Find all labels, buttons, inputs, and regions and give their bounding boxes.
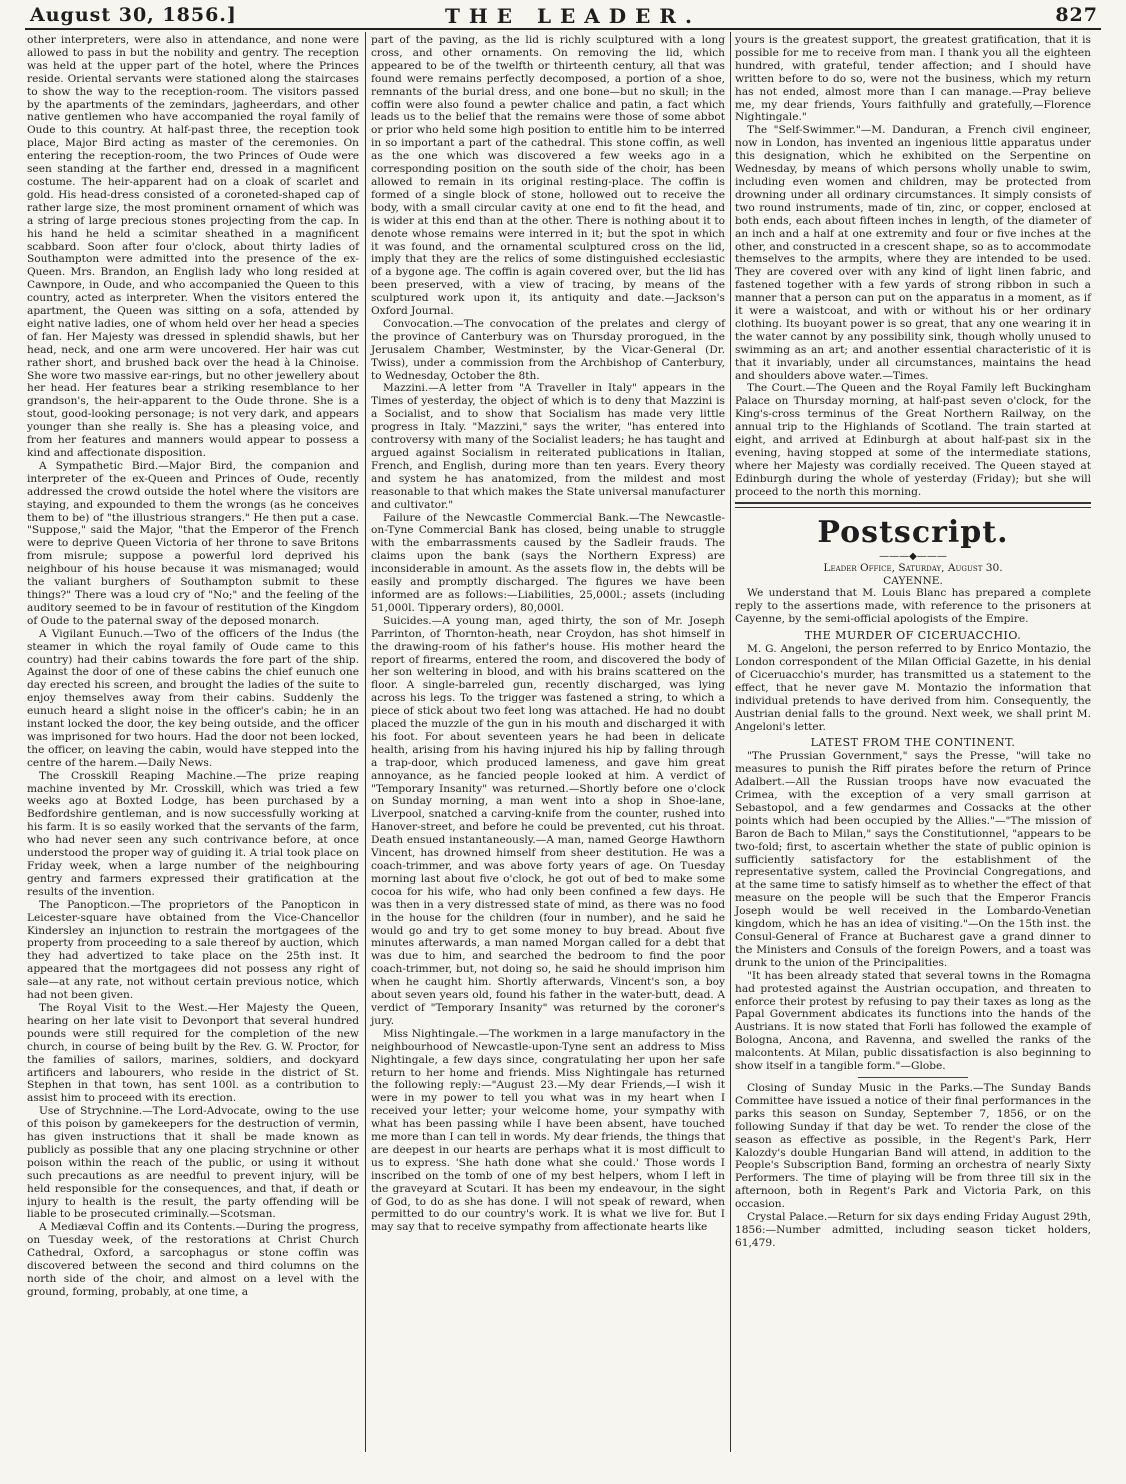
postscript-title: Postscript. — [817, 514, 1009, 550]
section-rule — [735, 502, 1091, 508]
column-2 — [371, 34, 725, 1234]
article-paragraph: The Crosskill Reaping Machine.—The prize reaping machine invented by Mr. Crosskill, which was tried a few weeks ago at Boxted Lodge, has been purchased by a Bedfordshire gentleman, and is now successfully working at his farm. It is so easily worked that the servants of the farm, who had never seen any such contrivance before, at once understood the proper way of guiding it. A trial took place on Friday week, when a large number of the neighbouring gentry and farmers expressed their gratification at the results of the invention. — [27, 769, 359, 898]
header-rule — [25, 28, 1101, 30]
column-divider — [365, 32, 366, 1452]
article-paragraph: The Royal Visit to the West.—Her Majesty the Queen, hearing on her late visit to Devonport that several hundred pounds were still required for the completion of the new church, in course of being built by the Rev. G. W. Proctor, for the families of sailors, marines, soldiers, and dockyard artificers and labourers, who reside in the district of St. Stephen in that town, has sent 100l. as a contribution to assist him to proceed with its erection. — [27, 1001, 359, 1105]
cayenne-paragraph: We understand that M. Louis Blanc has prepared a complete reply to the assertions made, with reference to the prisoners at Cayenne, by the semi-official apologists of the Empire. — [735, 587, 1091, 626]
article-paragraph: Suicides.—A young man, aged thirty, the son of Mr. Joseph Parrinton, of Thornton-heath, near Croydon, has shot himself in the drawing-room of his father's house. His mother heard the report of firearms, entered the room, and discovered the body of her son weltering in blood, and with his brains scattered on the floor. A single-barreled gun, recently discharged, was lying across his legs. To the trigger was fastened a string, to which a piece of stick about two feet long was attached. He had no doubt placed the muzzle of the gun in his mouth and discharged it with his foot. For about seventeen years he had been in delicate health, arising from his having injured his hip by falling through a trap-door, which produced lameness, and gave him great annoyance, as he fancied people looked at him. A verdict of "Temporary Insanity" was returned.—Shortly before one o'clock on Sunday morning, a man went into a shop in Shoe-lane, Liverpool, snatched a carving-knife from the counter, rushed into Hanover-street, and before he could be prevented, cut his throat. Death ensued instantaneously.—A man, named George Hawthorn Vincent, has drowned himself from sheer destitution. He was a coach-trimmer, and was above forty years of age. On Tuesday morning last about five o'clock, he got out of bed to make some cocoa for his wife, who had only been confined a few days. He was then in a very distressed state of mind, as there was no food in the house for the children (four in number), and he said he would go and try to get some money to buy bread. About five minutes afterwards, a man named Morgan called for a debt that was due to him, and searched the bedroom to find the poor coach-trimmer, but, not doing so, he said he should imprison him when he caught him. Shortly afterwards, Vincent's son, a boy about seven years old, found his father in the water-butt, dead. A verdict of "Temporary Insanity" was returned by the coroner's jury. — [371, 614, 725, 1027]
continent-paragraph: "The Prussian Government," says the Presse, "will take no measures to punish the Riff pirates before the return of Prince Adalbert.—All the Russian troops have now evacuated the Crimea, with the exception of a very small garrison at Sebastopol, and a few gendarmes and Cossacks at the other points which had been occupied by the Allies."—"The mission of Baron de Bach to Milan," says the Constitutionnel, "appears to be two-fold; first, to ascertain whether the state of public opinion is sufficiently satisfactory for the establishment of the representative system, called the Provincial Congregations, and at the same time to satisfy himself as to whether the effect of that measure on the people will be such that the Emperor Francis Joseph would be well received in the Lombardo-Venetian kingdom, which he has an idea of visiting."—On the 15th inst. the Consul-General of France at Bucharest gave a grand dinner to the Ministers and Consuls of the foreign Powers, and a toast was drunk to the union of the Principalities. — [735, 750, 1091, 969]
article-paragraph: yours is the greatest support, the greatest gratification, that it is possible for me to receive from man. I thank you all the eighteen hundred, with grateful, tender affection; and I should have written before to do so, were not the business, which my return has not ended, almost more than I can manage.—Pray believe me, my dear friends, Yours faithfully and gratefully,—Florence Nightingale." — [735, 34, 1091, 124]
continent-heading: LATEST FROM THE CONTINENT. — [810, 736, 1016, 750]
column-divider — [730, 32, 731, 1452]
short-rule — [858, 1077, 968, 1078]
music-paragraph: Closing of Sunday Music in the Parks.—The Sunday Bands Committee have issued a notice of their final performances in the parks this season on Sunday, September 7, 1856, or on the following Sunday if that day be wet. To render the close of the season as effective as possible, in the Regent's Park, Herr Kalozdy's double Hungarian Band will attend, in addition to the People's Subscription Band, forming an orchestra of nearly Sixty Performers. The time of playing will be from three till six in the afternoon, both in Regent's Park and Victoria Park, on this occasion. — [735, 1081, 1091, 1211]
issue-date: August 30, 1856.] — [30, 4, 237, 26]
article-paragraph: The Panopticon.—The proprietors of the Panopticon in Leicester-square have obtained from the Vice-Chancellor Kindersley an injunction to restrain the mortgagees of the property from proceeding to a sale thereof by auction, which they had advertized to take place on the 25th inst. It appeared that the mortgagees did not possess any right of sale—at any rate, not without certain previous notice, which had not been given. — [27, 898, 359, 1002]
article-paragraph: Mazzini.—A letter from "A Traveller in Italy" appears in the Times of yesterday, the object of which is to deny that Mazzini is a Socialist, and to show that Socialism has made very little progress in Italy. "Mazzini," says the writer, "has entered into controversy with many of the Socialist leaders; he has taught and argued against Socialism in reiterated publications in Italian, French, and English, during more than ten years. Every theory and system he has anatomized, from the mildest and most reasonable to that which makes the State universal manufacturer and cultivator." — [371, 382, 725, 511]
article-paragraph: Miss Nightingale.—The workmen in a large manufactory in the neighbourhood of Newcastle-upon-Tyne sent an address to Miss Nightingale, a few days since, congratulating her upon her safe return to her home and friends. Miss Nightingale has returned the following reply:—"August 23.—My dear Friends,—I wish it were in my power to tell you what was in my heart when I received your letter; your welcome home, your sympathy with what has been passing while I have been absent, have touched me more than I can tell in words. My dear friends, the things that are deepest in our hearts are perhaps what it is most difficult to us to express. 'She hath done what she could.' Those words I inscribed on the tomb of one of my best helpers, whom I left in the graveyard at Scutari. It has been my endeavour, in the sight of God, to do as she has done. I will not speak of reward, when permitted to do our country's work. It is what we live for. But I may say that to receive sympathy from affectionate hearts like — [371, 1027, 725, 1234]
article-paragraph: part of the paving, as the lid is richly sculptured with a long cross, and other ornaments. On removing the lid, which appeared to be of the twelfth or thirteenth century, all that was found were remains perfectly decomposed, a portion of a shoe, remnants of the burial dress, and one bone—but no skull; in the coffin were also found a pewter chalice and patin, a fact which leads us to the belief that the remains were those of some abbot or prior who held some high position to entitle him to be interred in so important a part of the cathedral. This stone coffin, as well as the one which was discovered a few weeks ago in a corresponding position on the south side of the choir, has been allowed to remain in its original resting-place. The coffin is formed of a single block of stone, hollowed out to receive the body, with a small circular cavity at one end to fit the head, and is wider at this end than at the other. There is nothing about it to denote whose remains were interred in it; but the spot in which it was found, and the ornamental sculptured cross on the lid, imply that they are the relics of some distinguished ecclesiastic of a bygone age. The coffin is again covered over, but the lid has been preserved, with a view of tracing, by means of the sculptured work upon it, its antiquity and date.—Jackson's Oxford Journal. — [371, 34, 725, 318]
column-3 — [735, 34, 1091, 1250]
murder-paragraph: M. G. Angeloni, the person referred to by Enrico Montazio, the London correspondent of the Milan Official Gazette, in his denial of Ciceruacchio's murder, has transmitted us a statement to the effect, that he never gave M. Montazio the information that individual pretends to have derived from him. Consequently, the Austrian denial falls to the ground. Next week, we shall print M. Angeloni's letter. — [735, 643, 1091, 733]
dateline: Leader Office, Saturday, August 30. — [823, 561, 1003, 574]
article-paragraph: A Vigilant Eunuch.—Two of the officers of the Indus (the steamer in which the royal family of Oude came to this country) had their cabins towards the fore part of the ship. Against the door of one of these cabins the chief eunuch one day erected his screen, and brought the ladies of the suite to enjoy themselves away from their cabins. Suddenly the eunuch heard a slight noise in the officer's cabin; he in an instant locked the door, the key being outside, and the officer was imprisoned for two hours. Had the door not been locked, the officer, on leaving the cabin, would have stepped into the centre of the harem.—Daily News. — [27, 627, 359, 769]
article-paragraph: Convocation.—The convocation of the prelates and clergy of the province of Canterbury was on Thursday prorogued, in the Jerusalem Chamber, Westminster, by the Vicar-General (Dr. Twiss), under a commission from the Archbishop of Canterbury, to Wednesday, October the 8th. — [371, 317, 725, 382]
article-paragraph: Use of Strychnine.—The Lord-Advocate, owing to the use of this poison by gamekeepers for the destruction of vermin, has given instructions that it shall be made known as publicly as possible that any one placing strychnine or other poison within the reach of the public, or using it without such precautions as are needful to prevent injury, will be held responsible for the consequences, and that, if death or injury to health is the result, the party offending will be liable to be prosecuted criminally.—Scotsman. — [27, 1105, 359, 1221]
article-paragraph: A Sympathetic Bird.—Major Bird, the companion and interpreter of the ex-Queen and Princes of Oude, recently addressed the crowd outside the hotel where the visitors are staying, and expounded to them the wrongs (as he conceives them to be) of "the illustrious strangers." He then put a case. "Suppose," said the Major, "that the Emperor of the French were to deprive Queen Victoria of her throne to save Britons from misrule; suppose a powerful lord deprived his neighbour of his house because it was mismanaged; would the valiant burghers of Southampton submit to these things?" There was a loud cry of "No;" and the feeling of the auditory seemed to be in favour of restitution of the Kingdom of Oude to the paternal sway of the deposed monarch. — [27, 459, 359, 627]
article-paragraph: other interpreters, were also in attendance, and none were allowed to pass in but the nobility and gentry. The reception was held at the upper part of the hotel, where the Princes reside. Oriental servants were stationed along the staircases to show the way to the reception-room. The visitors passed by the apartments of the zemindars, jagheerdars, and other native gentlemen who have accompanied the royal family of Oude to this country. At half-past three, the reception took place, Major Bird acting as master of the ceremonies. On entering the reception-room, the two Princes of Oude were seen standing at the farther end, dressed in a magnificent costume. The heir-apparent had on a cloak of scarlet and gold. His head-dress consisted of a coroneted-shaped cap of rather large size, the most prominent ornament of which was a string of large precious stones projecting from the cap. In his hand he held a scimitar sheathed in a magnificent scabbard. Soon after four o'clock, about thirty ladies of Southampton were admitted into the presence of the ex-Queen. Mrs. Brandon, an English lady who long resided at Cawnpore, in Oude, and who accompanied the Queen to this country, acted as interpreter. When the visitors entered the apartment, the Queen was sitting on a sofa, attended by eight native ladies, one of whom held over her head a species of fan. Her Majesty was dressed in splendid shawls, but her head, neck, and one arm were uncovered. Her hair was cut rather short, and brushed back over the head à la Chinoise. She wore two massive ear-rings, but no other jewellery about her head. Her features bear a striking resemblance to her grandson's, the heir-apparent to the Oude throne. She is a stout, good-looking personage; is not very dark, and appears younger than she really is. She has a pleasing voice, and from her features and manners would appear to possess a kind and affectionate disposition. — [27, 34, 359, 459]
crystal-palace-paragraph: Crystal Palace.—Return for six days ending Friday August 29th, 1856:—Number admitted, including season ticket holders, 61,479. — [735, 1211, 1091, 1249]
page-number: 827 — [1055, 4, 1098, 26]
murder-heading: THE MURDER OF CICERUACCHIO. — [804, 629, 1022, 643]
continent-paragraph: "It has been already stated that several towns in the Romagna had protested against the Austrian occupation, and threaten to enforce their protest by refusing to pay their taxes as long as the Papal Government abdicates its functions into the hands of the Austrians. It is now stated that Forli has followed the example of Bologna, Ancona, and Ravenna, and swelled the ranks of the malcontents. At Milan, public dissatisfaction is also beginning to show itself in a tangible form."—Globe. — [735, 969, 1091, 1073]
ornament-rule: ———◆——— — [879, 550, 947, 562]
article-paragraph: The Court.—The Queen and the Royal Family left Buckingham Palace on Thursday morning, at half-past seven o'clock, for the King's-cross terminus of the Great Northern Railway, on the annual trip to the Highlands of Scotland. The train started at eight, and arrived at Edinburgh at about half-past six in the evening, having stopped at some of the intermediate stations, where her Majesty was cordially received. The Queen stayed at Edinburgh during the whole of yesterday (Friday); but she will proceed to the north this morning. — [735, 382, 1091, 498]
article-paragraph: Failure of the Newcastle Commercial Bank.—The Newcastle-on-Tyne Commercial Bank has closed, being unable to struggle with the embarrassments caused by the Sadleir frauds. The claims upon the bank (says the Northern Express) are inconsiderable in amount. As the assets flow in, the debts will be easily and promptly discharged. The figures we have been informed are as follows:—Liabilities, 25,000l.; assets (including 51,000l. Tipperary orders), 80,000l. — [371, 511, 725, 614]
article-paragraph: The "Self-Swimmer."—M. Danduran, a French civil engineer, now in London, has invented an ingenious little apparatus under this designation, which he exhibited on the Serpentine on Wednesday, by means of which persons wholly unable to swim, including even women and children, may be protected from drowning under all ordinary circumstances. It simply consists of two round instruments, made of tin, zinc, or copper, enclosed at both ends, each about fifteen inches in length, of the diameter of an inch and a half at one extremity and four or five inches at the other, and constructed in a crescent shape, so as to accommodate themselves to the armpits, where they are intended to be used. They are covered over with any kind of light linen fabric, and fastened together with a few yards of strong ribbon in such a manner that a person can put on the apparatus in a moment, as if it were a waistcoat, and with or without his or her ordinary clothing. Its buoyant power is so great, that any one wearing it in the water cannot by any possibility sink, though wholly unused to swimming as an art; and another essential characteristic of it is that it invariably, under all circumstances, maintains the head and shoulders above water.—Times. — [735, 124, 1091, 382]
cayenne-heading: CAYENNE. — [883, 574, 943, 587]
column-1 — [27, 34, 359, 1299]
article-paragraph: A Mediæval Coffin and its Contents.—During the progress, on Tuesday week, of the restorations at Christ Church Cathedral, Oxford, a sarcophagus or stone coffin was discovered between the second and third columns on the north side of the choir, and almost on a level with the ground, forming, probably, at one time, a — [27, 1221, 359, 1298]
masthead-title: THE LEADER. — [445, 4, 701, 28]
